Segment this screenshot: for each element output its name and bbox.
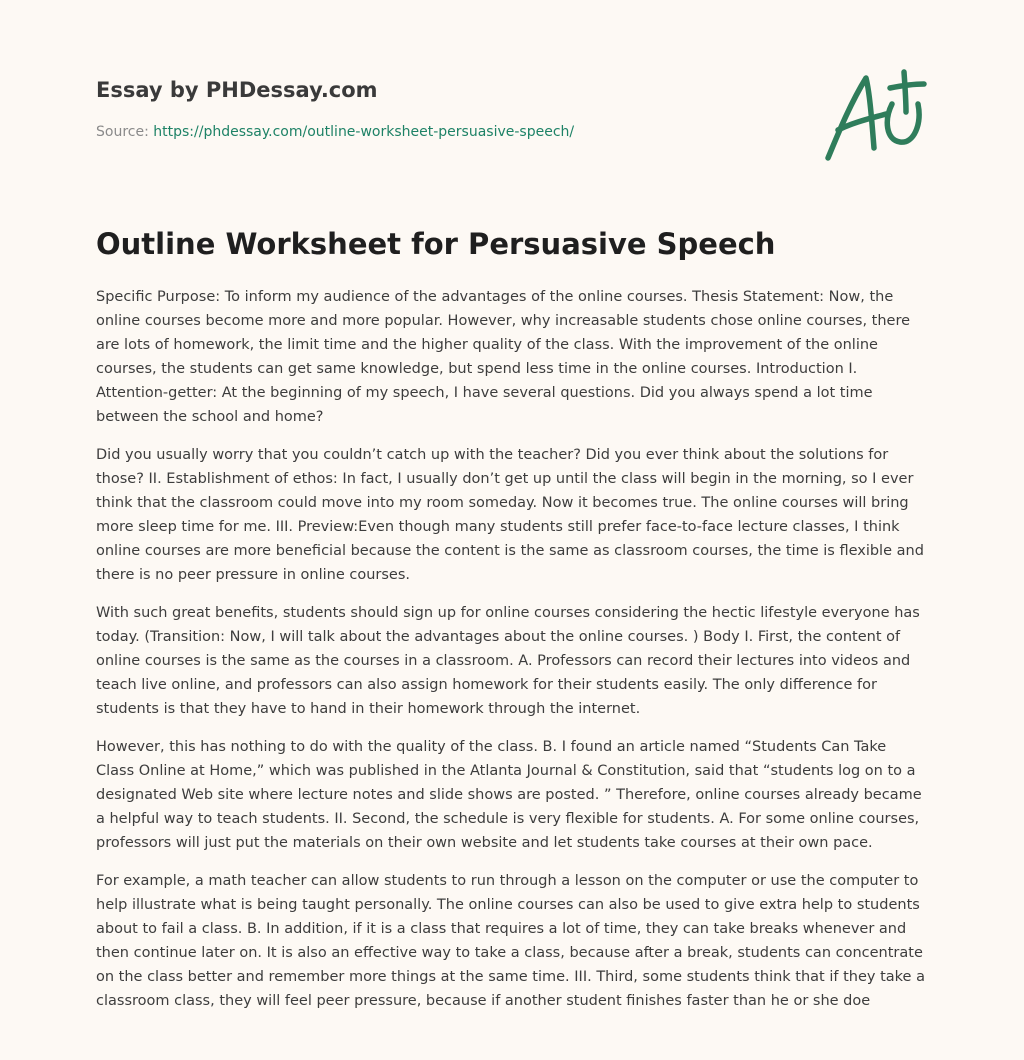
essay-header bbox=[96, 76, 796, 142]
paragraph: Did you usually worry that you couldn’t catch up with the teacher? Did you ever think about the solutions for those? II. Establishment of ethos: In fact, I usually don’t get up until the class will begin in the morning, so I ever think that the classroom could move into my room someday. Now it becomes true. The online courses will bring more sleep time for me. III. Preview:Even though many students still prefer face-to-face lecture classes, I think online courses are more beneficial because the content is the same as classroom courses, the time is flexible and there is no peer pressure in online courses. bbox=[96, 447, 924, 583]
a-plus-grade-icon bbox=[818, 64, 930, 168]
paragraph: For example, a math teacher can allow students to run through a lesson on the computer or use the computer to help illustrate what is being taught personally. The online courses can also be used to give extra help to students about to fail a class. B. In addition, if it is a class that requires a lot of time, they can take breaks whenever and then continue later on. It is also an effective way to take a class, because after a break, students can concentrate on the class better and remember more things at the same time. III. Third, some students think that if they take a classroom class, they will feel peer pressure, because if another student finishes faster than he or she doe bbox=[96, 873, 925, 1009]
source-line bbox=[96, 122, 796, 142]
paragraph: With such great benefits, students should sign up for online courses considering the hectic lifestyle everyone has today. (Transition: Now, I will talk about the advantages about the online courses. ) Body I. First, the content of online courses is the same as the courses in a classroom. A. Professors can record their lectures into videos and teach live online, and professors can also assign homework for their students easily. The only difference for students is that they have to hand in their homework through the internet. bbox=[96, 605, 920, 717]
brand-title: Essay by PHDessay.com bbox=[96, 78, 378, 102]
source-label: Source: bbox=[96, 124, 154, 140]
article-body bbox=[96, 285, 928, 1027]
article-title: Outline Worksheet for Persuasive Speech bbox=[96, 227, 776, 261]
paragraph: Specific Purpose: To inform my audience of the advantages of the online courses. Thesis Statement: Now, the online courses become more and more popular. However, why increasable students chose online courses, there are lots of homework, the limit time and the higher quality of the class. With the improvement of the online courses, the students can get same knowledge, but spend less time in the online courses. Introduction I. Attention-getter: At the beginning of my speech, I have several questions. Did you always spend a lot time between the school and home? bbox=[96, 289, 911, 425]
paragraph: However, this has nothing to do with the quality of the class. B. I found an article named “Students Can Take Class Online at Home,” which was published in the Atlanta Journal & Constitution, said that “students log on to a designated Web site where lecture notes and slide shows are posted. ” Therefore, online courses already became a helpful way to teach students. II. Second, the schedule is very flexible for students. A. For some online courses, professors will just put the materials on their own website and let students take courses at their own pace. bbox=[96, 739, 922, 851]
source-link[interactable]: https://phdessay.com/outline-worksheet-persuasive-speech/ bbox=[153, 124, 575, 140]
